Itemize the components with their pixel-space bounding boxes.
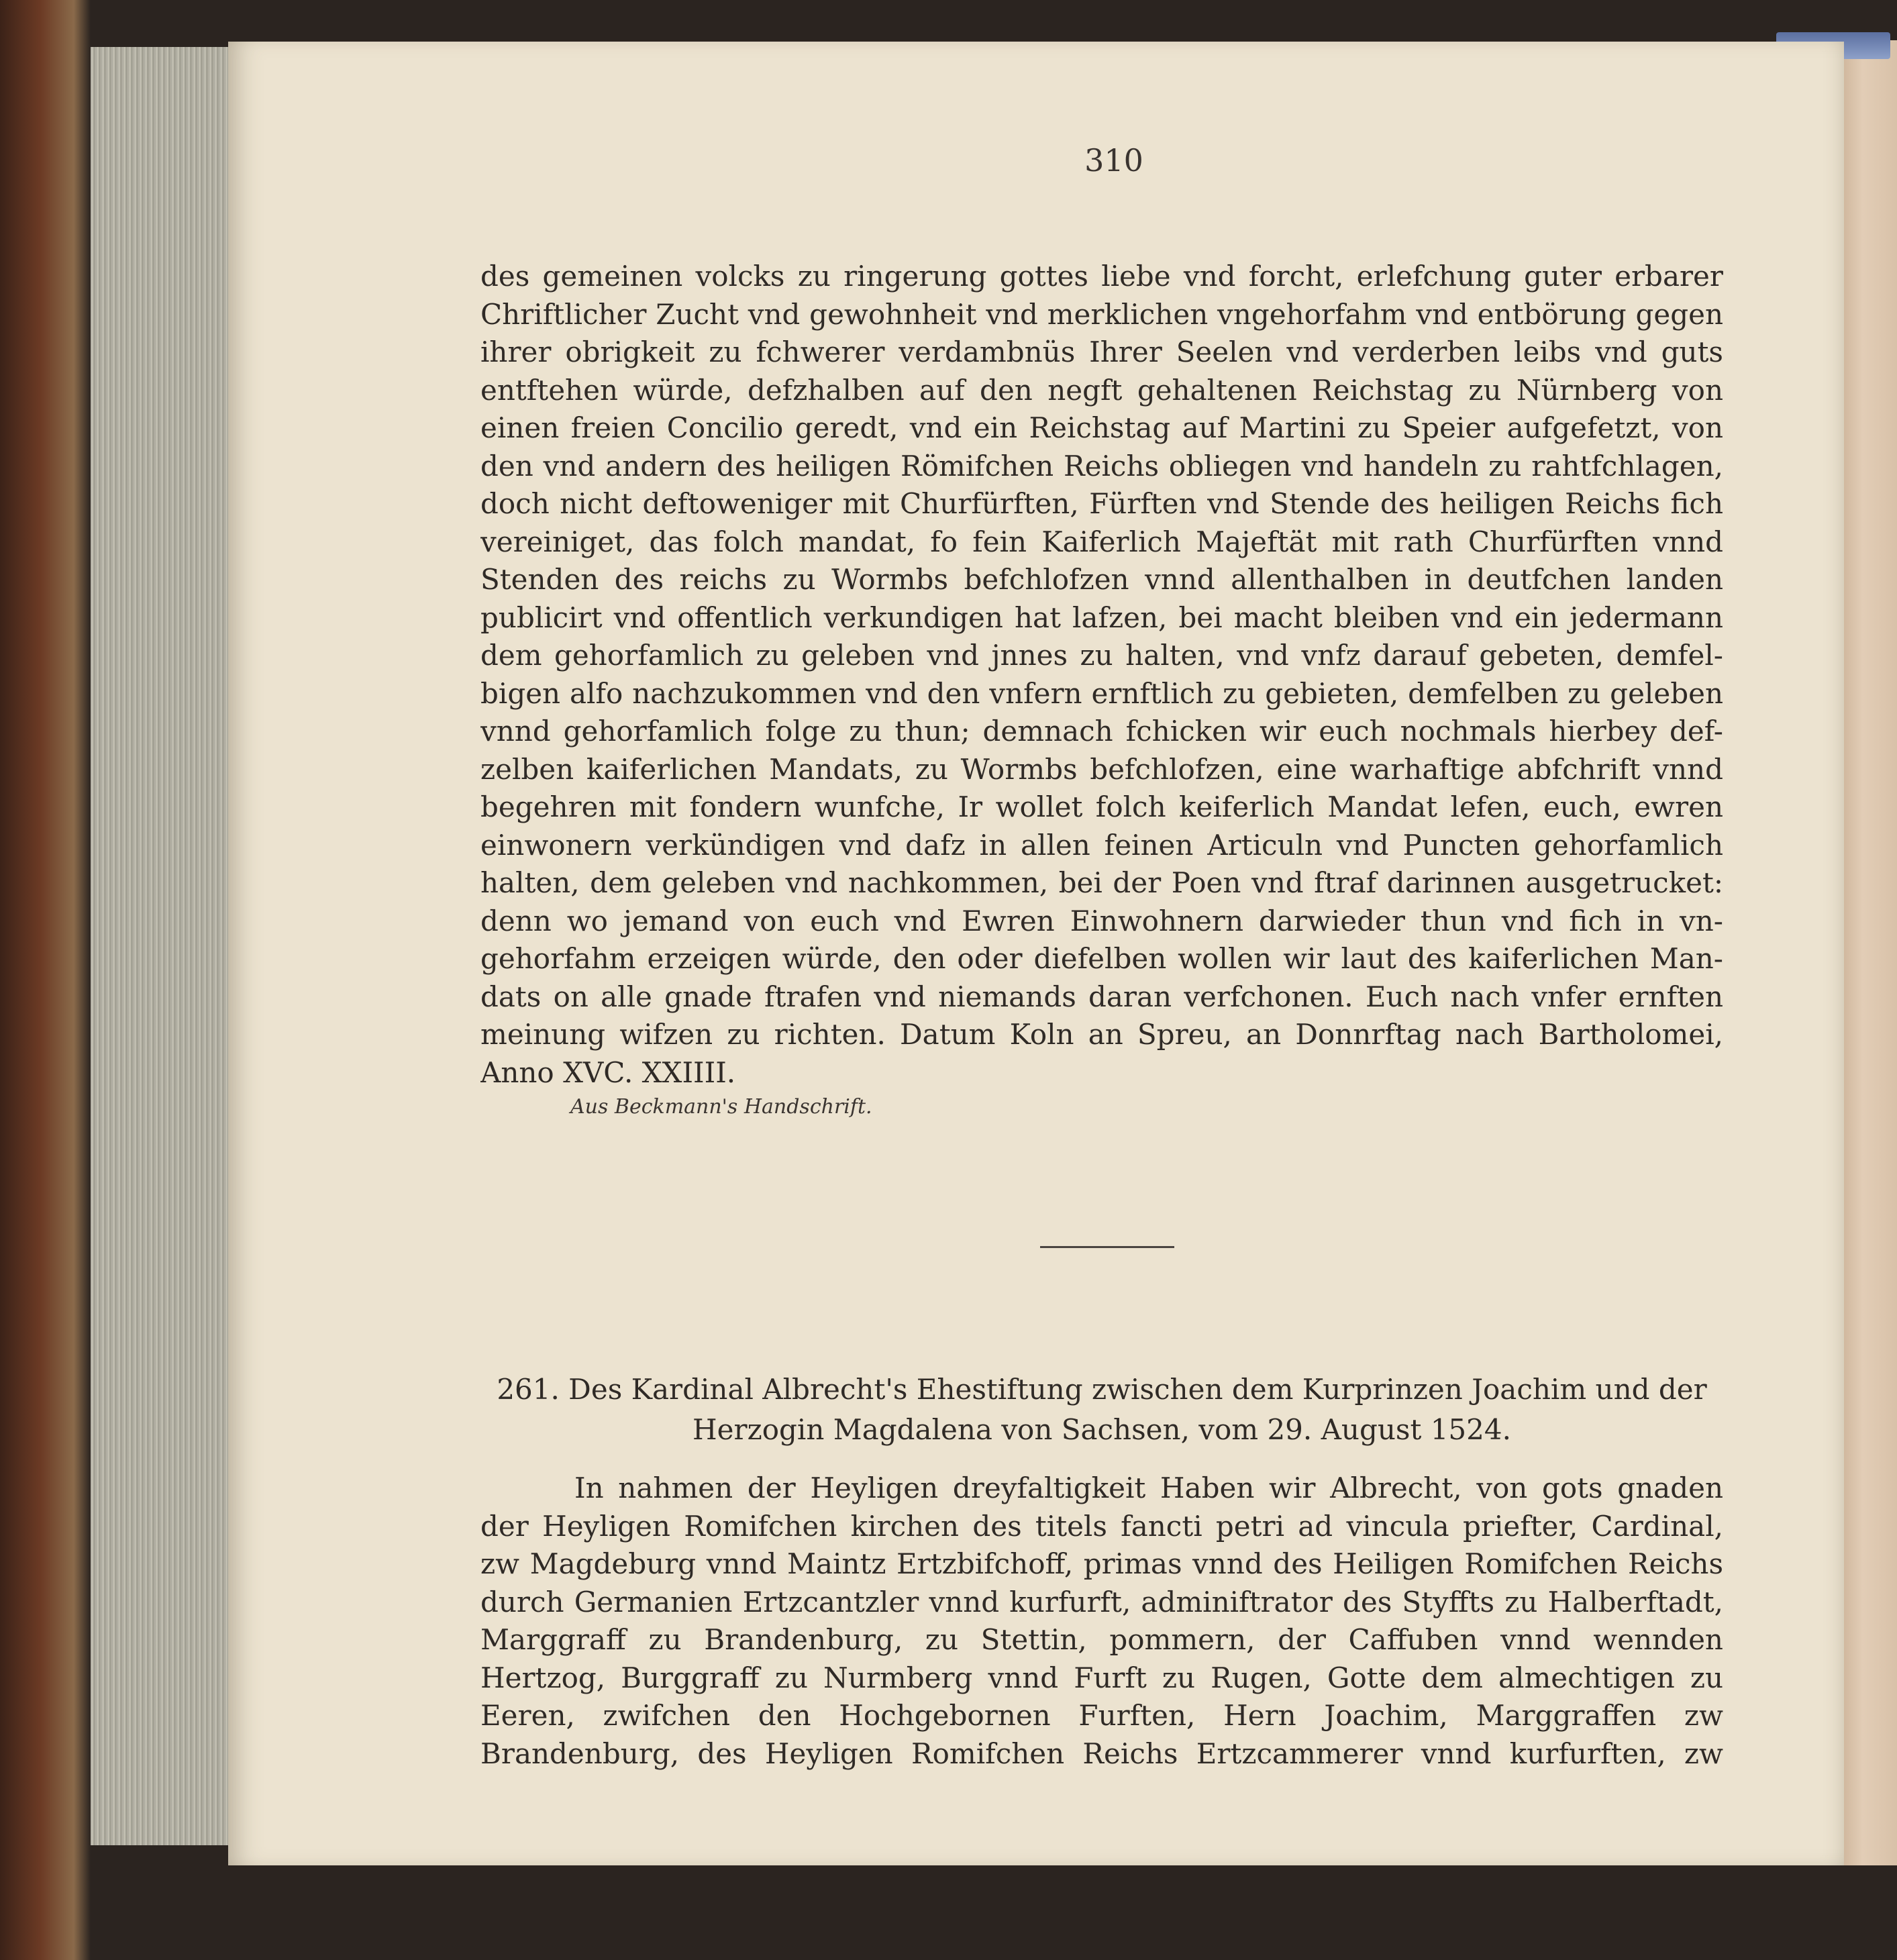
- text-line: vereiniget, das folch mandat, fo fein Kaiferlich Majeftät mit rath Churfürften vnnd: [480, 525, 1723, 558]
- paragraph-continued: [480, 258, 1723, 1092]
- text-line: denn wo jemand von euch vnd Ewren Einwohnern darwieder thun vnd fich in vn-: [480, 904, 1723, 937]
- text-line: In nahmen der Heyligen dreyfaltigkeit Haben wir Albrecht, von gots gnaden: [574, 1472, 1723, 1504]
- text-line: doch nicht deftoweniger mit Churfürften, Fürften vnd Stende des heiligen Reichs fich: [480, 487, 1723, 520]
- text-line: entftehen würde, defzhalben auf den negft gehaltenen Reichstag zu Nürnberg von: [480, 373, 1723, 407]
- text-line: durch Germanien Ertzcantzler vnnd kurfurft, adminiftrator des Styffts zu Halberftadt,: [480, 1585, 1723, 1618]
- text-line: dem gehorfamlich zu geleben vnd jnnes zu halten, vnd vnfz darauf gebeten, demfel-: [480, 639, 1723, 672]
- page-number: 310: [1084, 142, 1143, 178]
- book-cover-edge: [1840, 40, 1897, 1865]
- text-line: ihrer obrigkeit zu fchwerer verdambnüs Ihrer Seelen vnd verderben leibs vnd guts: [480, 336, 1723, 368]
- text-line: begehren mit fondern wunfche, Ir wollet folch keiferlich Mandat lefen, euch, ewren: [480, 790, 1723, 823]
- text-line: meinung wifzen zu richten. Datum Koln an Spreu, an Donnrftag nach Bartholomei,: [480, 1018, 1723, 1051]
- paragraph-document-261: [480, 1469, 1723, 1773]
- text-line: Hertzog, Burggraff zu Nurmberg vnnd Furft zu Rugen, Gotte dem almechtigen zu: [480, 1661, 1723, 1694]
- text-line: Anno XVC. XXIIII.: [480, 1055, 736, 1089]
- text-line: dats on alle gnade ftrafen vnd niemands daran verfchonen. Euch nach vnfer ernften: [480, 980, 1723, 1013]
- text-line: zelben kaiferlichen Mandats, zu Wormbs befchlofzen, eine warhaftige abfchrift vnnd: [480, 752, 1723, 786]
- text-line: Chriftlicher Zucht vnd gewohnheit vnd merklichen vngehorfahm vnd entbörung gegen: [480, 297, 1723, 331]
- text-line: publicirt vnd offentlich verkundigen hat lafzen, bei macht bleiben vnd ein jedermann: [480, 601, 1723, 634]
- text-line: Brandenburg, des Heyligen Romifchen Reichs Ertzcammerer vnnd kurfurften, zw: [480, 1737, 1723, 1770]
- document-heading-line-2: Herzogin Magdalena von Sachsen, vom 29. August 1524.: [693, 1413, 1511, 1446]
- document-heading-line-1: 261. Des Kardinal Albrecht's Ehestiftung zwischen dem Kurprinzen Joachim und der: [497, 1373, 1707, 1406]
- section-divider: [1040, 1246, 1174, 1248]
- text-line: bigen alfo nachzukommen vnd den vnfern ernftlich zu gebieten, demfelben zu geleben: [480, 676, 1723, 710]
- text-line: den vnd andern des heiligen Römifchen Reichs obliegen vnd handeln zu rahtfchlagen,: [480, 449, 1723, 482]
- text-line: Eeren, zwifchen den Hochgebornen Furften, Hern Joachim, Marggraffen zw: [480, 1699, 1723, 1732]
- text-line: vnnd gehorfamlich folge zu thun; demnach fchicken wir euch nochmals hierbey def-: [480, 715, 1723, 747]
- text-line: einen freien Concilio geredt, vnd ein Reichstag auf Martini zu Speier aufgefetzt, von: [480, 411, 1723, 444]
- page: [228, 42, 1844, 1865]
- source-note: Aus Beckmann's Handschrift.: [570, 1095, 872, 1119]
- text-line: des gemeinen volcks zu ringerung gottes liebe vnd forcht, erlefchung guter erbarer: [480, 260, 1723, 293]
- text-line: Stenden des reichs zu Wormbs befchlofzen vnnd allenthalben in deutfchen landen: [480, 563, 1723, 596]
- text-line: Marggraff zu Brandenburg, zu Stettin, pommern, der Caffuben vnnd wennden: [480, 1623, 1723, 1656]
- text-line: zw Magdeburg vnnd Maintz Ertzbifchoff, primas vnnd des Heiligen Romifchen Reichs: [480, 1547, 1723, 1580]
- text-line: einwonern verkündigen vnd dafz in allen feinen Articuln vnd Puncten gehorfamlich: [480, 828, 1723, 862]
- text-line: halten, dem geleben vnd nachkommen, bei der Poen vnd ftraf darinnen ausgetrucket:: [480, 866, 1723, 899]
- page-edges: [91, 47, 235, 1845]
- text-line: der Heyligen Romifchen kirchen des titels fancti petri ad vincula priefter, Cardinal,: [480, 1509, 1723, 1543]
- text-line: gehorfahm erzeigen würde, den oder diefelben wollen wir laut des kaiferlichen Man-: [480, 942, 1723, 975]
